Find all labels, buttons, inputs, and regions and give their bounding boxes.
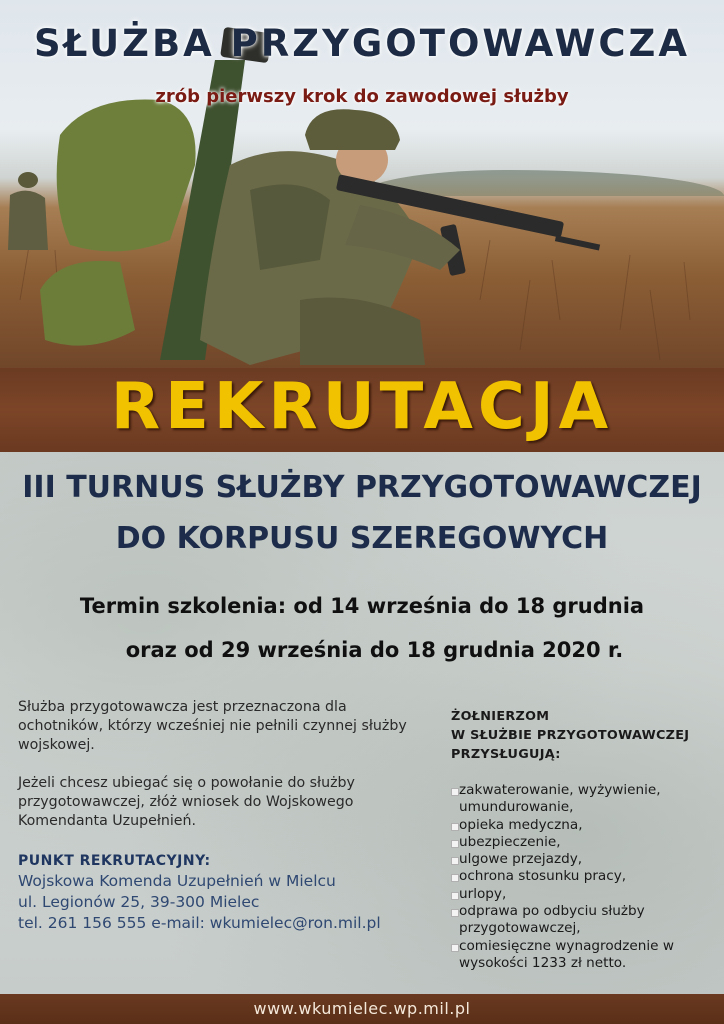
benefit-item: ulgowe przejazdy, [451, 851, 721, 868]
info-paragraph-1: Służba przygotowawcza jest przeznaczona dla ochotników, którzy wcześniej nie pełnili czynnej służby wojskowej. [18, 699, 407, 753]
hero-photo [0, 0, 724, 370]
footer-bar [0, 994, 724, 1024]
headline-line-2: DO KORPUSU SZEREGOWYCH [115, 521, 609, 556]
benefit-item: opieka medyczna, [451, 817, 721, 834]
info-paragraph-2: Jeżeli chcesz ubiegać się o powołanie do służby przygotowawczej, złóż wniosek do Wojskowego Komendanta Uzupełnień. [18, 775, 355, 829]
benefits-heading [451, 707, 721, 764]
info-column [18, 698, 428, 934]
content-panel [0, 452, 724, 994]
benefit-item: urlopy, [451, 886, 721, 903]
benefits-column [451, 707, 721, 972]
training-term-line-1: Termin szkolenia: od 14 września do 18 grudnia [79, 594, 645, 618]
banner-text: REKRUTACJA [110, 370, 614, 444]
footer-url-link[interactable]: www.wkumielec.wp.mil.pl [253, 999, 471, 1018]
distant-soldier [8, 172, 48, 250]
benefit-item: comiesięczne wynagrodzenie w wysokości 1233 zł netto. [451, 938, 721, 973]
benefit-item: odprawa po odbyciu służby przygotowawczej, [451, 903, 721, 938]
benefit-item: ochrona stosunku pracy, [451, 868, 721, 885]
training-term-line-2: oraz od 29 września do 18 grudnia 2020 r. [125, 638, 624, 662]
benefits-heading-line-1: ŻOŁNIERZOM [451, 709, 550, 724]
recruitment-point-heading: PUNKT REKRUTACYJNY: [18, 853, 211, 869]
recruitment-point-name: Wojskowa Komenda Uzupełnień w Mielcu [18, 872, 336, 890]
headline-line-1: III TURNUS SŁUŻBY PRZYGOTOWAWCZEJ [22, 470, 702, 505]
benefit-item: ubezpieczenie, [451, 834, 721, 851]
recruitment-banner [0, 368, 724, 452]
poster-subtitle: zrób pierwszy krok do zawodowej służby [155, 86, 569, 107]
recruitment-point-address: ul. Legionów 25, 39-300 Mielec [18, 893, 260, 911]
benefits-heading-line-3: PRZYSŁUGUJĄ: [451, 747, 561, 762]
poster-title: SŁUŻBA PRZYGOTOWAWCZA [34, 22, 690, 65]
benefits-heading-line-2: W SŁUŻBIE PRZYGOTOWAWCZEJ [451, 728, 690, 743]
benefit-item: zakwaterowanie, wyżywienie, umundurowanie, [451, 782, 721, 817]
recruitment-point-contact[interactable]: tel. 261 156 555 e-mail: wkumielec@ron.mil.pl [18, 914, 381, 932]
